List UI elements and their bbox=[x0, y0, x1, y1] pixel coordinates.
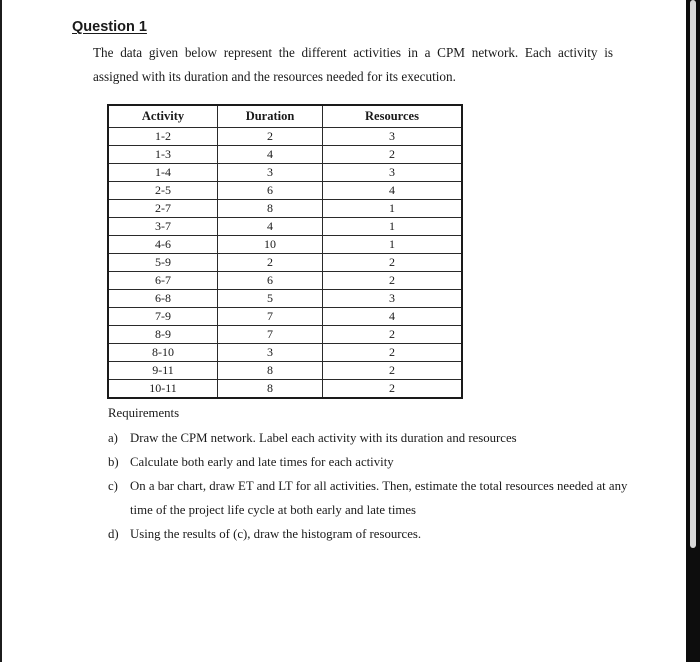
requirement-letter: d) bbox=[108, 527, 119, 541]
activity-cell: 5-9 bbox=[108, 254, 218, 272]
requirements-heading: Requirements bbox=[108, 406, 180, 420]
activity-cell: 9-11 bbox=[108, 362, 218, 380]
table-row bbox=[108, 362, 462, 380]
requirement-letter: a) bbox=[108, 431, 118, 445]
duration-cell: 5 bbox=[218, 290, 323, 308]
duration-cell: 7 bbox=[218, 326, 323, 344]
duration-cell: 2 bbox=[218, 254, 323, 272]
table-row bbox=[108, 200, 462, 218]
duration-cell: 3 bbox=[218, 344, 323, 362]
resources-cell: 2 bbox=[323, 362, 463, 380]
table-row bbox=[108, 254, 462, 272]
duration-cell: 8 bbox=[218, 362, 323, 380]
header-resources: Resources bbox=[323, 105, 463, 128]
duration-cell: 8 bbox=[218, 380, 323, 399]
duration-cell: 10 bbox=[218, 236, 323, 254]
activity-cell: 1-4 bbox=[108, 164, 218, 182]
resources-cell: 2 bbox=[323, 272, 463, 290]
duration-cell: 8 bbox=[218, 200, 323, 218]
resources-cell: 3 bbox=[323, 128, 463, 146]
table-body bbox=[108, 128, 462, 399]
requirement-item bbox=[108, 474, 638, 522]
resources-cell: 2 bbox=[323, 146, 463, 164]
activity-cell: 10-11 bbox=[108, 380, 218, 399]
question-intro: The data given below represent the different activities in a CPM network. Each activity is assigned with its duration and the resources needed for its execution. bbox=[93, 45, 613, 84]
activity-cell: 2-5 bbox=[108, 182, 218, 200]
activity-cell: 6-8 bbox=[108, 290, 218, 308]
header-duration: Duration bbox=[218, 105, 323, 128]
table-row bbox=[108, 218, 462, 236]
requirement-text: Draw the CPM network. Label each activity with its duration and resources bbox=[130, 431, 517, 445]
duration-cell: 2 bbox=[218, 128, 323, 146]
resources-cell: 2 bbox=[323, 344, 463, 362]
activity-cell: 3-7 bbox=[108, 218, 218, 236]
resources-cell: 4 bbox=[323, 308, 463, 326]
duration-cell: 6 bbox=[218, 182, 323, 200]
resources-cell: 2 bbox=[323, 326, 463, 344]
table-row bbox=[108, 182, 462, 200]
table-row bbox=[108, 128, 462, 146]
activity-cell: 4-6 bbox=[108, 236, 218, 254]
duration-cell: 6 bbox=[218, 272, 323, 290]
table-row bbox=[108, 272, 462, 290]
table-row bbox=[108, 308, 462, 326]
vertical-scrollbar-thumb[interactable] bbox=[690, 0, 696, 548]
table-header-row bbox=[108, 105, 462, 128]
left-edge-border bbox=[0, 0, 2, 662]
duration-cell: 4 bbox=[218, 218, 323, 236]
activity-cell: 7-9 bbox=[108, 308, 218, 326]
resources-cell: 4 bbox=[323, 182, 463, 200]
requirement-text: Using the results of (c), draw the histogram of resources. bbox=[130, 527, 422, 541]
activity-cell: 6-7 bbox=[108, 272, 218, 290]
table-row bbox=[108, 380, 462, 399]
requirement-item bbox=[108, 426, 638, 450]
table-row bbox=[108, 326, 462, 344]
header-activity: Activity bbox=[108, 105, 218, 128]
activity-cell: 1-3 bbox=[108, 146, 218, 164]
activity-cell: 2-7 bbox=[108, 200, 218, 218]
resources-cell: 3 bbox=[323, 164, 463, 182]
requirement-letter: b) bbox=[108, 455, 119, 469]
activity-table bbox=[107, 104, 463, 399]
resources-cell: 1 bbox=[323, 218, 463, 236]
table-row bbox=[108, 290, 462, 308]
resources-cell: 1 bbox=[323, 200, 463, 218]
requirement-item bbox=[108, 522, 638, 546]
resources-cell: 3 bbox=[323, 290, 463, 308]
table-row bbox=[108, 146, 462, 164]
activity-cell: 1-2 bbox=[108, 128, 218, 146]
question-title: Question 1 bbox=[72, 19, 147, 35]
duration-cell: 4 bbox=[218, 146, 323, 164]
table-row bbox=[108, 164, 462, 182]
table-row bbox=[108, 344, 462, 362]
duration-cell: 7 bbox=[218, 308, 323, 326]
requirement-letter: c) bbox=[108, 479, 118, 493]
table-row bbox=[108, 236, 462, 254]
requirement-item bbox=[108, 450, 638, 474]
activity-cell: 8-10 bbox=[108, 344, 218, 362]
duration-cell: 3 bbox=[218, 164, 323, 182]
resources-cell: 2 bbox=[323, 380, 463, 399]
resources-cell: 2 bbox=[323, 254, 463, 272]
activity-cell: 8-9 bbox=[108, 326, 218, 344]
requirement-text: Calculate both early and late times for each activity bbox=[130, 455, 394, 469]
requirement-text: On a bar chart, draw ET and LT for all activities. Then, estimate the total resources needed at any time of the project life cycle at both early and late times bbox=[130, 479, 628, 517]
resources-cell: 1 bbox=[323, 236, 463, 254]
requirements-section bbox=[108, 402, 638, 546]
